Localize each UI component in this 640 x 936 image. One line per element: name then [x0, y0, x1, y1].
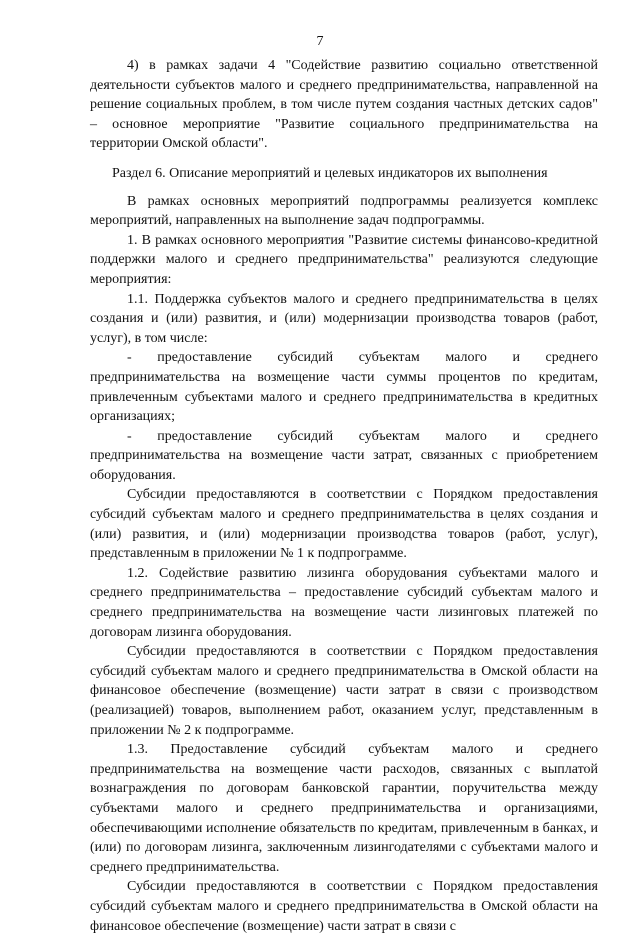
section-heading: Раздел 6. Описание мероприятий и целевых индикаторов их выполнения: [112, 165, 548, 181]
paragraph-subsidy-procedure-1: Субсидии предоставляются в соответствии с Порядком предоставления субсидий субъектам малого и среднего предпринимательства в целях создания и (или) развития, и (или) модернизации производства товаров (работ, услуг), представленным в приложении № 1 к подпрограмме.: [90, 487, 598, 562]
paragraph-task-4: 4) в рамках задачи 4 "Содействие развитию социально ответственной деятельности субъектов малого и среднего предпринимательства, направленной на решение социальных проблем, в том числе путем создания частных детских садов" – основное мероприятие "Развитие социального предпринимательства на территории Омской области".: [90, 58, 598, 152]
paragraph-measure-1-1: 1.1. Поддержка субъектов малого и среднего предпринимательства в целях создания и (или) развития, и (или) модернизации производства товаров (работ, услуг), в том числе:: [90, 291, 598, 346]
document-body: [90, 56, 598, 936]
paragraph-main-measure-1: 1. В рамках основного мероприятия "Развитие системы финансово-кредитной поддержки малого и среднего предпринимательства" реализуются следующие мероприятия:: [90, 232, 598, 287]
paragraph-measure-1-2: 1.2. Содействие развитию лизинга оборудования субъектами малого и среднего предпринимательства – предоставление субсидий субъектам малого и среднего предпринимательства на возмещение части лизинговых платежей по договорам лизинга оборудования.: [90, 565, 598, 640]
paragraph-subsidy-procedure-3: Субсидии предоставляются в соответствии с Порядком предоставления субсидий субъектам малого и среднего предпринимательства в Омской области на финансовое обеспечение (возмещение) части затрат в связи с: [90, 879, 598, 934]
paragraph-measure-1-3: 1.3. Предоставление субсидий субъектам малого и среднего предпринимательства на возмещение части расходов, связанных с выплатой вознаграждения по договорам банковской гарантии, поручительства между субъектами малого и среднего предпринимательства и организациями, обеспечивающими исполнение обязательств по кредитам, привлеченным в банках, и (или) по договорам лизинга, заключенным лизингодателями с субъектами малого и среднего предпринимательства.: [90, 742, 598, 875]
page-number: 7: [316, 34, 324, 49]
paragraph-subsidy-procedure-2: Субсидии предоставляются в соответствии с Порядком предоставления субсидий субъектам малого и среднего предпринимательства в Омской области на финансовое обеспечение (возмещение) части затрат в связи с производством (реализацией) товаров, выполнением работ, оказанием услуг, представленным в приложении № 2 к подпрограмме.: [90, 644, 598, 738]
list-item-equipment-subsidy: - предоставление субсидий субъектам малого и среднего предпринимательства на возмещение части затрат, связанных с приобретением оборудования.: [90, 428, 598, 483]
paragraph-intro: В рамках основных мероприятий подпрограммы реализуется комплекс мероприятий, направленных на выполнение задач подпрограммы.: [90, 193, 598, 229]
list-item-interest-subsidy: - предоставление субсидий субъектам малого и среднего предпринимательства на возмещение части суммы процентов по кредитам, привлеченным субъектами малого и среднего предпринимательства в кредитных организациях;: [90, 350, 598, 425]
